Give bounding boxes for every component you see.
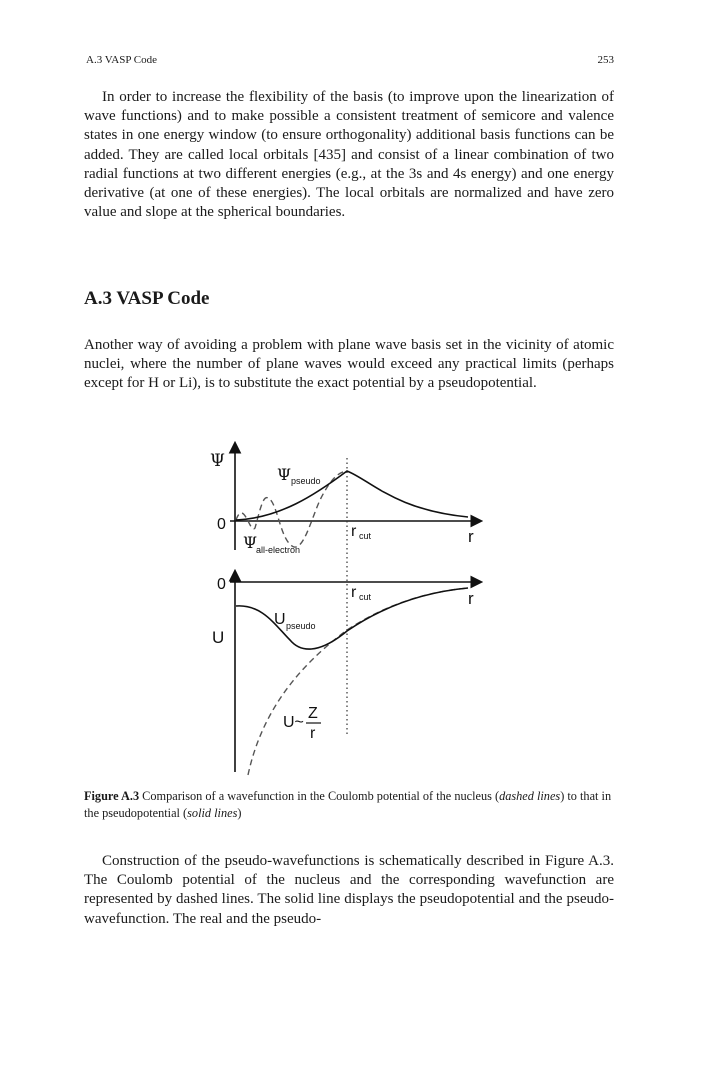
rcut-subscript-bottom: cut bbox=[359, 592, 372, 602]
page-number: 253 bbox=[597, 54, 614, 66]
psi-pseudo-subscript: pseudo bbox=[291, 476, 321, 486]
u-axis-label: U bbox=[212, 628, 225, 647]
figure-pseudopotential bbox=[200, 440, 500, 780]
rcut-label-bottom: r bbox=[351, 584, 357, 601]
caption-label: Figure A.3 bbox=[84, 789, 140, 803]
caption-dashed: dashed lines bbox=[499, 789, 561, 803]
section-heading: A.3 VASP Code bbox=[84, 288, 210, 309]
figure-diagram bbox=[200, 440, 500, 780]
rcut-subscript-top: cut bbox=[359, 531, 372, 541]
r-label-bottom: r bbox=[468, 589, 474, 608]
u-pseudo-label: U bbox=[274, 611, 286, 628]
paragraph-local-orbitals: In order to increase the flexibility of the basis (to improve upon the linearization of wave functions) and to make possible a consistent treatment of semicore and valence states in one energy window (to ensure orthogonality) additional basis functions can be added. They are called local orbitals [435] and consist of a linear combination of two radial functions at two different energies (e.g., at the 3s and 4s energy) and one energy derivative (at one of these energies). The local orbitals are normalized and have zero value and slope at the spherical boundaries. bbox=[84, 89, 614, 221]
psi-pseudo-curve bbox=[236, 471, 468, 520]
running-head-section: A.3 VASP Code bbox=[86, 54, 158, 66]
psi-axis-label: Ψ bbox=[210, 451, 225, 471]
rcut-label-top: r bbox=[351, 523, 357, 540]
caption-text-2: ) to that in the pseudopotential ( bbox=[84, 789, 612, 820]
u-coulomb-denominator: r bbox=[310, 725, 316, 742]
u-coulomb-label: U~ bbox=[283, 714, 304, 731]
caption-text-3: ) bbox=[237, 805, 242, 820]
paragraph-construction: Construction of the pseudo-wavefunctions is schematically described in Figure A.3. The Coulomb potential of the nucleus and the corresponding wavefunction are represented by dashed lines. The solid line displays the pseudopotential and the pseudo-wavefunction. The real and the pseudo- bbox=[84, 853, 614, 927]
psi-pseudo-label: Ψ bbox=[277, 465, 292, 484]
psi-all-electron-label: Ψ bbox=[243, 533, 258, 552]
u-pseudo-subscript: pseudo bbox=[286, 621, 316, 631]
zero-label-bottom: 0 bbox=[217, 576, 226, 593]
caption-solid: solid lines bbox=[187, 805, 238, 820]
running-head bbox=[86, 54, 614, 70]
paragraph-pseudopotential-intro: Another way of avoiding a problem with plane wave basis set in the vicinity of atomic nuclei, where the number of plane waves would exceed any practical limits (perhaps except for H or Li), is to substitute the exact potential by a pseudopotential. bbox=[84, 337, 614, 392]
zero-label-top: 0 bbox=[217, 516, 226, 533]
u-coulomb-numerator: Z bbox=[308, 705, 318, 722]
r-label-top: r bbox=[468, 527, 474, 546]
figure-caption bbox=[84, 788, 614, 821]
caption-text-1: Comparison of a wavefunction in the Coulomb potential of the nucleus ( bbox=[139, 789, 500, 803]
psi-all-electron-subscript: all-electron bbox=[256, 545, 301, 555]
